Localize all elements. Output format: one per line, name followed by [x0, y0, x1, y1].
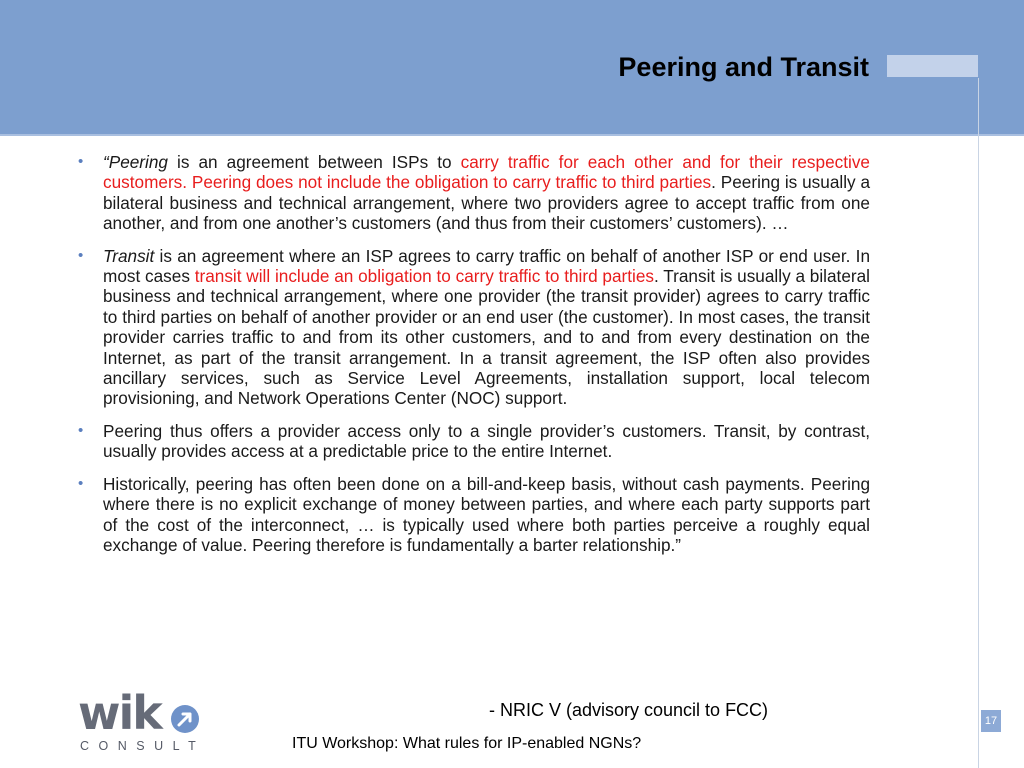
bullet-text-segment: is an agreement between ISPs to: [167, 152, 461, 172]
page-number: 17: [981, 710, 1001, 732]
bullet-icon: •: [78, 246, 84, 264]
bullet-text-segment: Historically, peering has often been done on a bill-and-keep basis, without cash payments. Peering where there is no explicit exchange of money between parties, and where each party supports part of the cost of the interconnect, … is typically used where both parties perceive a roughly equal exchange of value. Peering therefore is fundamentally a barter relationship.”: [103, 473, 870, 555]
bullet-item: [78, 246, 870, 409]
bullet-text-segment: is an agreement where an ISP agrees to carry traffic on behalf of another ISP or end user. In most cases: [103, 245, 870, 287]
header-band: [0, 0, 1024, 136]
bullet-text-segment: . Peering is usually a bilateral business and technical arrangement, where two providers agree to accept traffic from one another, and from one another’s customers (and thus from their customers’ customers). …: [103, 172, 871, 234]
bullet-list: [78, 152, 870, 555]
arrow-circle-icon: [170, 704, 200, 734]
bullet-text-segment: Transit: [103, 245, 155, 266]
bullet-icon: •: [78, 153, 84, 170]
bullet-icon: •: [78, 421, 84, 439]
bullet-icon: •: [78, 474, 84, 492]
slide-title: Peering and Transit: [618, 52, 869, 82]
logo-wordmark: wik: [78, 686, 161, 740]
header-accent-block: [887, 55, 978, 77]
slide-body: [78, 152, 870, 567]
quote-attribution: - NRIC V (advisory council to FCC): [489, 700, 769, 720]
bullet-text-segment: transit will include an obligation to carry traffic to third parties: [194, 266, 655, 287]
wik-consult-logo: [78, 686, 213, 760]
bullet-item: [78, 421, 870, 462]
bullet-item: [78, 474, 870, 556]
bullet-text-segment: “Peering: [103, 152, 168, 172]
bullet-text-segment: . Transit is usually a bilateral business and technical arrangement, where one provider (the transit provider) agrees to carry traffic to third parties on behalf of another provider or an end user (the customer). In most cases, the transit provider carries traffic to and from its other customers, and to and from every destination on the Internet, as part of the transit arrangement. In a transit agreement, the ISP often also provides ancillary services, such as Service Level Agreements, installation support, local telecom provisioning, and Network Operations Center (NOC) support.: [103, 266, 870, 409]
logo-subtitle: CONSULT: [80, 739, 206, 753]
bullet-text-segment: Peering thus offers a provider access only to a single provider’s customers. Transit, by contrast, usually provides access at a predictable price to the entire Internet.: [103, 420, 870, 462]
bullet-text-segment: carry traffic for each other and for their respective customers. Peering does not include the obligation to carry traffic to third parties: [103, 152, 870, 193]
right-margin-rule: [978, 78, 979, 768]
header-divider: [0, 134, 1024, 136]
bullet-item: [78, 152, 870, 234]
footer-text: ITU Workshop: What rules for IP-enabled NGNs?: [292, 735, 642, 752]
